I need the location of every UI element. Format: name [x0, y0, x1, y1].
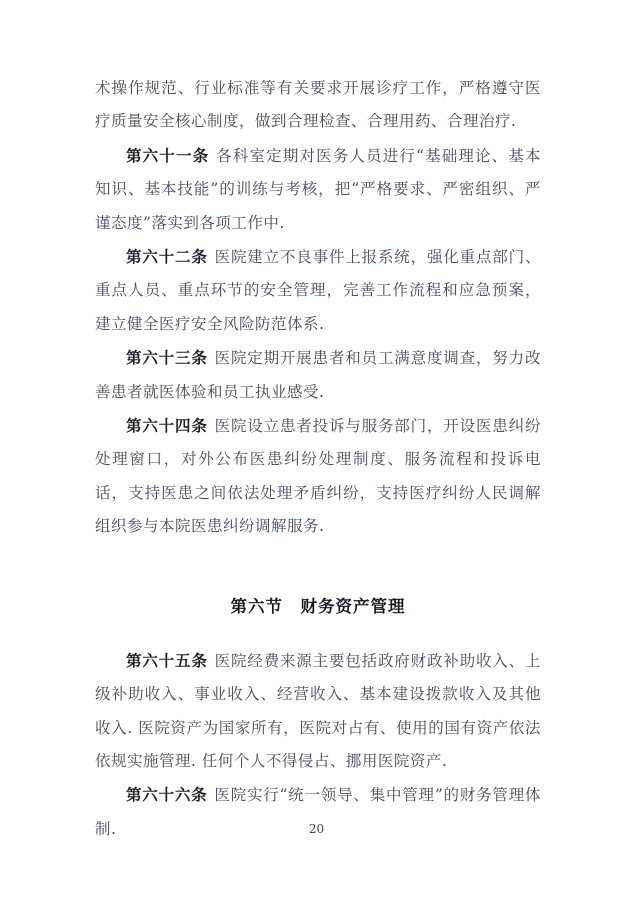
- section-heading: 第六节 财务资产管理: [230, 596, 406, 616]
- article-text: 医院实行“统一领导、集中管理”的财务管理体制.: [95, 786, 541, 838]
- article-text: 各科室定期对医务人员进行“基础理论、基本知识、基本技能”的训练与考核，把“严格要求、严密组织、严谨态度”落实到各项工作中.: [95, 146, 541, 232]
- article-label: 第六十四条: [126, 416, 208, 436]
- article-label: 第六十三条: [126, 348, 208, 368]
- article-label: 第六十一条: [126, 145, 210, 165]
- article-text: 医院定期开展患者和员工满意度调查，努力改善患者就医体验和员工执业感受.: [95, 349, 541, 401]
- article-text: 医院设立患者投诉与服务部门，开设医患纠纷处理窗口，对外公布医患纠纷处理制度、服务流程和投诉电话，支持医患之间依法处理矛盾纠纷，支持医疗纠纷人民调解组织参与本院医患纠纷调解服务.: [95, 417, 541, 536]
- paragraph-article-61: [95, 139, 541, 240]
- article-text: 医院经费来源主要包括政府财政补助收入、上级补助收入、事业收入、经营收入、基本建设拨款收入及其他收入. 医院资产为国家所有，医院对占有、使用的国有资产依法依规实施管理. 任何个人不得侵占、挪用医院资产.: [95, 651, 541, 770]
- paragraph-continued: [95, 72, 541, 139]
- article-label: 第六十六条: [126, 785, 208, 805]
- paragraph-article-64: [95, 409, 541, 544]
- paragraph-text: 术操作规范、行业标准等有关要求开展诊疗工作，严格遵守医疗质量安全核心制度，做到合理检查、合理用药、合理治疗.: [95, 79, 541, 131]
- paragraph-article-62: [95, 240, 541, 341]
- page-number: 20: [308, 822, 325, 836]
- article-label: 第六十二条: [126, 247, 208, 267]
- paragraph-article-65: [95, 644, 541, 779]
- article-label: 第六十五条: [126, 650, 208, 670]
- article-text: 医院建立不良事件上报系统，强化重点部门、重点人员、重点环节的安全管理，完善工作流程和应急预案，建立健全医疗安全风险防范体系.: [95, 248, 541, 333]
- paragraph-article-63: [95, 341, 541, 409]
